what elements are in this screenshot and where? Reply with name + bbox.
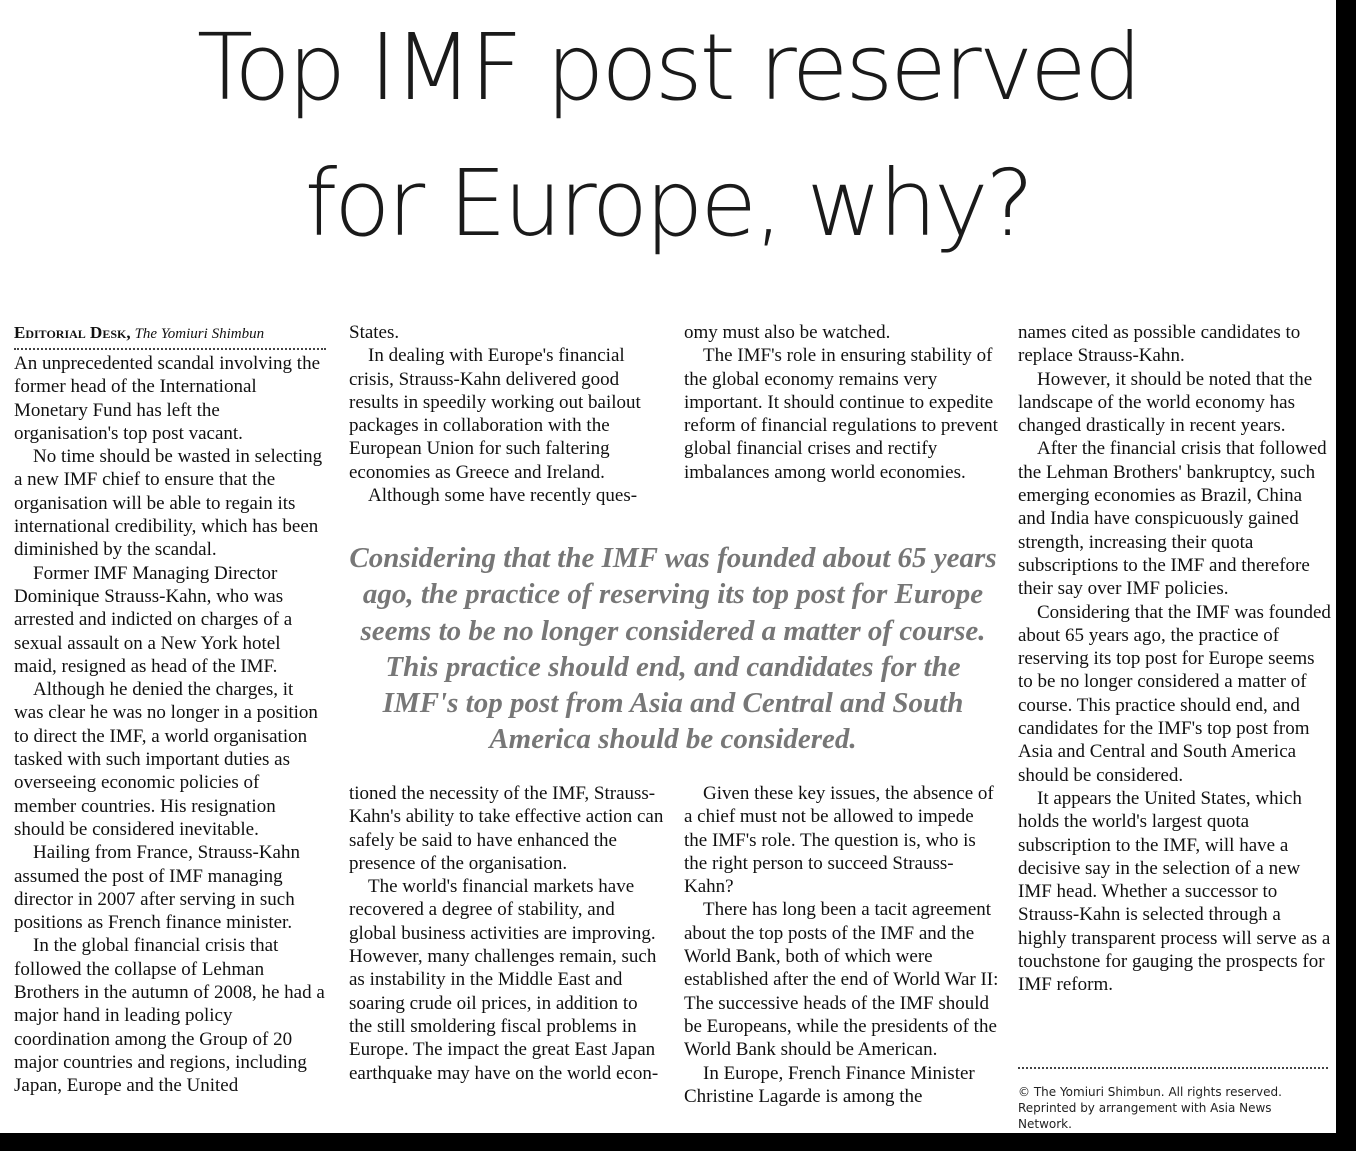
paragraph: An unprecedented scandal involving the former head of the International Monetary Fund has left the organisation's top post vacant. [14,353,321,444]
paragraph: The world's financial markets have recovered a degree of stability, and global business activities are improving. However, many challenges remain, such as instability in the Middle East and soaring crude oil prices, in addition to the still smoldering fiscal problems in Europe. The impact the great East Japan earthquake may have on the world econ- [349,876,659,1084]
paragraph: omy must also be watched. [684,322,891,343]
paragraph: No time should be wasted in selecting a new IMF chief to ensure that the organisation will be able to regain its international credibility, which has been diminished by the scandal. [14,446,323,561]
article-column-3-top [684,321,999,511]
end-divider [1018,1067,1328,1069]
paragraph: There has long been a tacit agreement about the top posts of the IMF and the World Bank, both of which were established after the end of World War II: The successive heads of the IMF should be Europeans, while the presidents of the World Bank should be American. [684,899,999,1061]
paragraph: tioned the necessity of the IMF, Strauss-Kahn's ability to take effective action can safely be said to have enhanced the presence of the organisation. [349,783,664,874]
paragraph: After the financial crisis that followed the Lehman Brothers' bankruptcy, such emerging economies as Brazil, China and India have conspicuously gained strength, increasing their quota subscriptions to the IMF and therefore their say over IMF policies. [1018,438,1327,600]
paragraph: Considering that the IMF was founded about 65 years ago, the practice of reserving its top post for Europe seems to be no longer considered a matter of course. This practice should end, and candidates for the IMF's top post from Asia and Central and South America should be considered. [1018,601,1331,786]
byline [14,321,326,350]
paragraph: States. [349,322,400,343]
paragraph: The IMF's role in ensuring stability of the global economy remains very important. It should continue to expedite reform of financial regulations to prevent global financial crises and rectify imbalances among world economies. [684,345,998,483]
paragraph: Hailing from France, Strauss-Kahn assumed the post of IMF managing director in 2007 after serving in such positions as French finance minister. [14,842,300,934]
article-column-2-top [349,321,665,511]
article-column-3-bottom [684,782,999,1133]
paragraph: Given these key issues, the absence of a chief must not be allowed to impede the IMF's role. The question is, who is the right person to succeed Strauss-Kahn? [684,783,994,898]
byline-publication: The Yomiuri Shimbun [134,326,265,342]
paragraph: names cited as possible candidates to replace Strauss-Kahn. [1018,322,1301,367]
article-column-2-bottom [349,782,665,1133]
headline-line-2: for Europe, why? [304,150,1032,257]
article-column-4 [1018,321,1333,1066]
paragraph: However, it should be noted that the landscape of the world economy has changed drastically in recent years. [1018,368,1313,437]
article-column-1 [14,321,326,1133]
headline-line-1: Top IMF post reserved [196,14,1140,121]
paragraph: In the global financial crisis that followed the collapse of Lehman Brothers in the autumn of 2008, he had a major hand in leading policy coordination among the Group of 20 major countries and regions, including Japan, Europe and the United [14,935,325,1097]
paragraph: It appears the United States, which holds the world's largest quota subscription to the IMF, will have a decisive say in the selection of a new IMF head. Whether a successor to Strauss-Kahn is selected through a highly transparent process will serve as a touchstone for gauging the prospects for IMF reform. [1018,787,1331,996]
pull-quote: Considering that the IMF was founded about 65 years ago, the practice of reserving its top post for Europe seems to be no longer considered a matter of course. This practice should end, and candidates for the IMF's top post from Asia and Central and South America should be considered. [349,542,997,756]
paragraph: Although some have recently ques- [368,485,638,507]
paragraph: Although he denied the charges, it was clear he was no longer in a position to direct the IMF, a world organisation tasked with such important duties as overseeing economic policies of member countries. His resignation should be considered inevitable. [14,679,318,840]
paragraph: In dealing with Europe's financial crisis, Strauss-Kahn delivered good results in speedily working out bailout packages in collaboration with the European Union for such faltering economies as Greece and Ireland. [349,345,641,483]
copyright-notice: © The Yomiuri Shimbun. All rights reserved. Reprinted by arrangement with Asia News Network. [1018,1085,1282,1131]
paragraph: In Europe, French Finance Minister Christine Lagarde is among the [684,1062,975,1107]
byline-desk: Editorial Desk, [14,323,131,342]
paragraph: Former IMF Managing Director Dominique Strauss-Kahn, who was arrested and indicted on charges of a sexual assault on a New York hotel maid, resigned as head of the IMF. [14,562,293,677]
